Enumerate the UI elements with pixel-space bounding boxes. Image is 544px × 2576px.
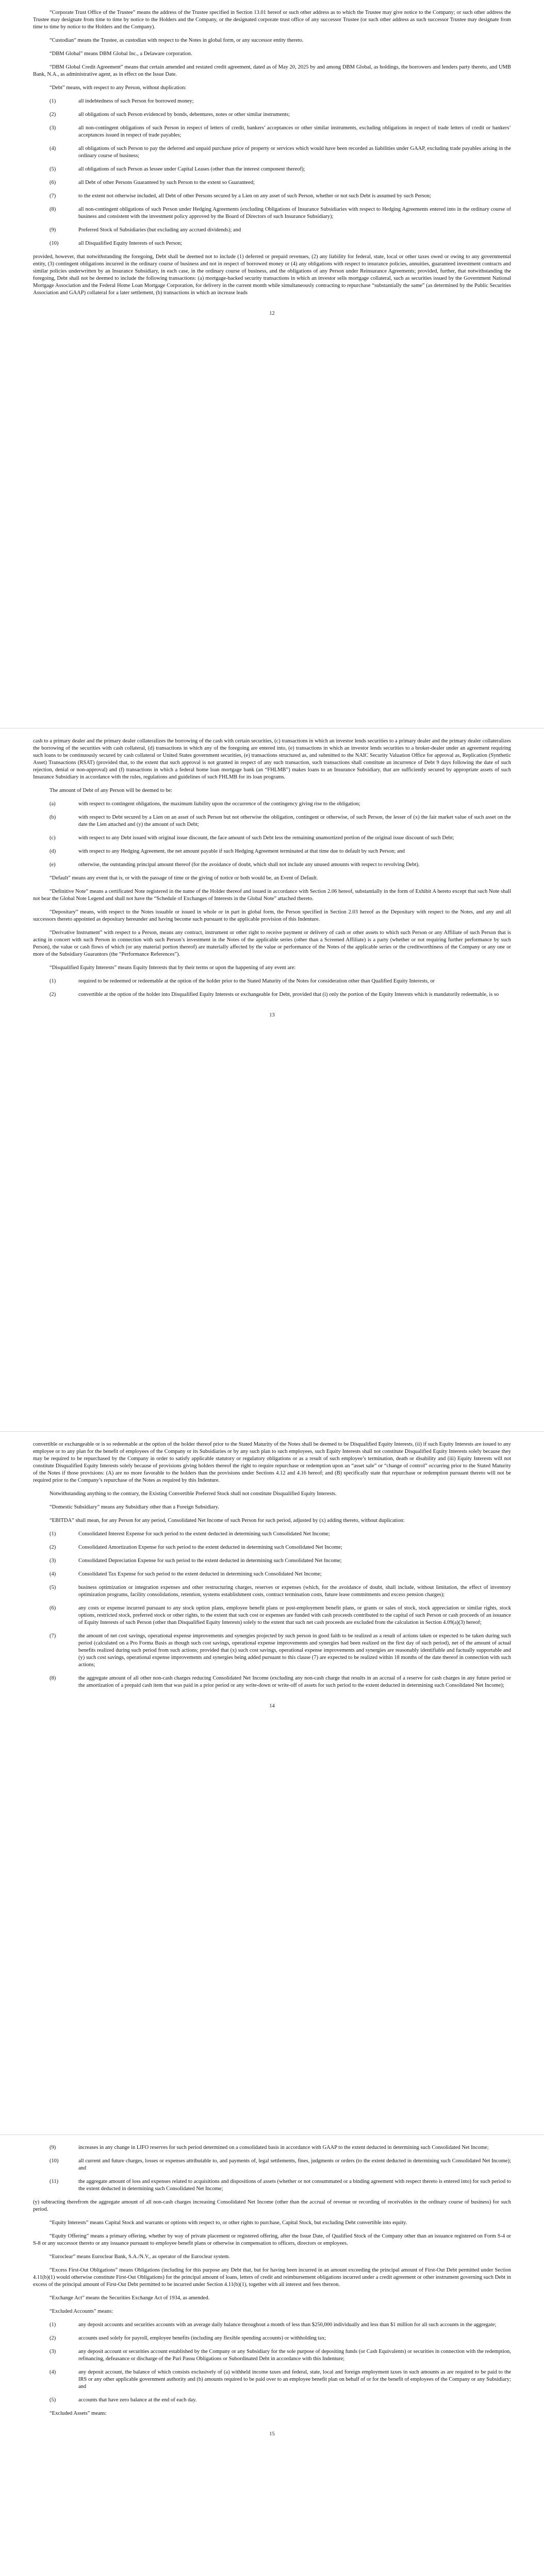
continued-paragraph: cash to a primary dealer and the primary dealer collateralizes the borrowing of the cash with certain securities, (c) transactions in which an investor lends securities to a primary dealer and the primary dealer collateralizes the borrowing of the securities with cash collateral, (d) transactions in which any of the foregoing are entered into, (e) transactions in which an investor lends securities to a broker-dealer under an agreement requiring such loans to be continuously secured by cash collateral or United States government securities, (e) transactions structured as, and submitted to the NAIC Security Valuation Office for approval as, Replication (Synthetic Asset) Transactions (RSAT) (provided that, to the extent that such approval is not granted in respect of any such transaction, such transactions shall constitute an incurrence of Debt 9 days following the date of such rejection, denial or non-approval) and (f) transactions in which a federal home loan mortgage bank (an “FHLMB”) makes loans to an Insurance Subsidiary, that are sufficiently secured by appropriate assets of such Insurance Subsidiary in accordance with the rules, regulations and guidelines of such FHLMB for its loan programs. bbox=[33, 738, 511, 780]
list-item bbox=[33, 179, 511, 187]
list-item-number: (9) bbox=[50, 227, 56, 233]
definition-paragraph: “Excluded Assets” means: bbox=[50, 2411, 107, 2416]
page-number: 12 bbox=[269, 311, 275, 316]
list-item-number: (11) bbox=[50, 2179, 59, 2184]
list-item bbox=[33, 1675, 511, 1689]
list-item-text: to the extent not otherwise included, all Debt of other Persons secured by a Lien on any asset of such Person, whether or not such Debt is assumed by such Person; bbox=[78, 193, 432, 199]
definition-paragraph: “Debt” means, with respect to any Person, without duplication: bbox=[50, 85, 187, 91]
list-item-text: with respect to any Debt issued with original issue discount, the face amount of such Debt less the remaining unamortized portion of the original issue discount of such Debt; bbox=[78, 835, 454, 841]
list-item-text: all obligations of such Person to pay the deferred and unpaid purchase price of property or services which would have been recorded as liabilities under GAAP, excluding trade payables arising in the ordinary course of business; bbox=[78, 146, 511, 159]
page-divider bbox=[0, 713, 544, 728]
definition-paragraph: “Domestic Subsidiary” means any Subsidiary other than a Foreign Subsidiary. bbox=[50, 1504, 219, 1510]
list-item-number: (7) bbox=[50, 1633, 56, 1639]
list-item-text: any costs or expense incurred pursuant to any stock option plans, employee benefit plans or post-employment benefit plans, or grants or sales of stock, stock appreciation or similar rights, stock options, restricted stock, preferred stock or other rights, to the extent that such cost or expenses are funded with cash proceeds contributed to the capital of such Person or cash proceeds of an issuance of Equity Interests of such Person (other than Disqualified Equity Interests) solely to the extent that such net cash proceeds are excluded from the calculation in Section 4.09(a)(3) hereof; bbox=[78, 1605, 511, 1625]
list-item-number: (a) bbox=[50, 801, 56, 807]
list-item bbox=[33, 2144, 511, 2151]
list-item-number: (2) bbox=[50, 2335, 56, 2341]
list-item-text: Consolidated Tax Expense for such period to the extent deducted in determining such Consolidated Net Income; bbox=[78, 1571, 322, 1577]
page-15 bbox=[0, 2110, 544, 2576]
list-item-number: (4) bbox=[50, 146, 56, 151]
list-item-text: all obligations of such Person evidenced by bonds, debentures, notes or other similar instruments; bbox=[78, 112, 290, 117]
list-item bbox=[33, 2178, 511, 2193]
list-item-number: (5) bbox=[50, 2397, 56, 2403]
list-item bbox=[33, 145, 511, 160]
list-item-number: (1) bbox=[50, 978, 56, 984]
list-item bbox=[33, 166, 511, 173]
list-item bbox=[33, 814, 511, 828]
list-item-number: (2) bbox=[50, 112, 56, 117]
list-item bbox=[33, 848, 511, 855]
list-item-number: (1) bbox=[50, 2322, 56, 2328]
list-item bbox=[33, 2335, 511, 2342]
list-item bbox=[33, 2397, 511, 2404]
list-item-number: (6) bbox=[50, 180, 56, 185]
list-item bbox=[33, 2158, 511, 2172]
list-item-text: accounts that have zero balance at the end of each day. bbox=[78, 2397, 197, 2403]
list-item-text: all current and future charges, losses or expenses attributable to, and payments of, legal settlements, fines, judgments or orders (to the extent deducted in determining such Consolidated Net Income); and bbox=[78, 2158, 511, 2171]
list-item-text: Preferred Stock of Subsidiaries (but excluding any accrued dividends); and bbox=[78, 227, 241, 233]
definition-paragraph: “Definitive Note” means a certificated Note registered in the name of the Holder thereof and issued in accordance with Section 2.06 hereof, substantially in the form of Exhibit A hereto except that such Note shall not bear the Global Note Legend and shall not have the “Schedule of Exchanges of Interests in the Global Note” attached thereto. bbox=[33, 889, 511, 902]
list-item bbox=[33, 1557, 511, 1565]
list-item bbox=[33, 978, 511, 985]
list-item-number: (10) bbox=[50, 2158, 59, 2164]
list-item-text: the amount of net cost savings, operational expense improvements and synergies projected by such person in good faith to be realized as a result of actions taken or expected to be taken during such period (calculated on a Pro Forma Basis as though such cost savings, operational expense improvements and synergies had been realized on the first day of such period), net of the amount of actual benefits realized during such period from such actions; provided that (x) such cost savings, operational expense improvements and synergies are reasonably identifiable and factually supportable and (y) such cost savings, operational expense improvements and synergies being added pursuant to this clause (7) are expected to be realized within 18 months of the date thereof in connection with such actions; bbox=[78, 1633, 511, 1668]
definition-paragraph: “EBITDA” shall mean, for any Person for any period, Consolidated Net Income of such Person for such period, adjusted by (x) adding thereto, without duplication: bbox=[50, 1518, 405, 1523]
list-item-number: (6) bbox=[50, 1605, 56, 1611]
list-item bbox=[33, 2369, 511, 2391]
list-item-text: required to be redeemed or redeemable at the option of the holder prior to the Stated Maturity of the Notes for consideration other than Qualified Equity Interests, or bbox=[78, 978, 435, 984]
list-item-number: (7) bbox=[50, 193, 56, 199]
definition-paragraph: The amount of Debt of any Person will be deemed to be: bbox=[50, 788, 173, 793]
definition-paragraph: “DBM Global” means DBM Global Inc., a Delaware corporation. bbox=[50, 51, 192, 57]
list-item-text: Consolidated Amortization Expense for such period to the extent deducted in determining such Consolidated Net Income; bbox=[78, 1545, 342, 1550]
list-item bbox=[33, 991, 511, 998]
list-item-number: (3) bbox=[50, 2349, 56, 2354]
list-item bbox=[33, 1605, 511, 1626]
list-item bbox=[33, 111, 511, 118]
definition-paragraph: “Disqualified Equity Interests” means Equity Interests that by their terms or upon the happening of any event are: bbox=[50, 965, 296, 971]
continued-paragraph: (y) subtracting therefrom the aggregate amount of all non-cash charges increasing Consolidated Net Income (other than the accrual of revenue or recording of receivables in the ordinary course of business) for such period. bbox=[33, 2199, 511, 2212]
list-item bbox=[33, 1531, 511, 1538]
page-12 bbox=[0, 0, 544, 703]
definition-paragraph: “Corporate Trust Office of the Trustee” means the address of the Trustee specified in Section 13.01 hereof or such other address as to which the Trustee may give notice to the Company; or such other address the Trustee may designate from time to time by notice to the Holders and the Company, or the designated corporate trust office of any successor Trustee (or such other address as such successor Trustee may designate from time to time by notice to the Holders and the Company). bbox=[33, 10, 511, 30]
definition-paragraph: “Custodian” means the Trustee, as custodian with respect to the Notes in global form, or any successor entity thereto. bbox=[50, 38, 304, 43]
list-item bbox=[33, 835, 511, 842]
page-number: 14 bbox=[269, 1703, 275, 1709]
list-item bbox=[33, 240, 511, 247]
definition-paragraph: “DBM Global Credit Agreement” means that certain amended and restated credit agreement, dated as of May 20, 2025 by and among DBM Global, as holdings, the borrowers and lenders party thereto, and UMB Bank, N.A., as administrative agent, as in effect on the Issue Date. bbox=[33, 64, 511, 77]
list-item bbox=[33, 1571, 511, 1578]
list-item-text: otherwise, the outstanding principal amount thereof (for the avoidance of doubt, which shall not include any unused amounts with respect to revolving Debt). bbox=[78, 862, 420, 868]
list-item-text: all indebtedness of such Person for borrowed money; bbox=[78, 98, 194, 104]
list-item-text: any deposit account, the balance of which consists exclusively of (a) withheld income taxes and federal, state, local and foreign employment taxes in such amounts as are required to be paid to the IRS or any other applicable government authority and (b) amounts required to be paid over to an employee benefit plan on behalf of or for the benefit of employees of the Company or any Subsidiary; and bbox=[78, 2369, 511, 2389]
list-item bbox=[33, 1584, 511, 1599]
list-item-number: (5) bbox=[50, 1585, 56, 1590]
page-13 bbox=[0, 703, 544, 1406]
list-item-text: with respect to contingent obligations, the maximum liability upon the occurrence of the contingency giving rise to the obligation; bbox=[78, 801, 360, 807]
page-number: 13 bbox=[269, 1012, 275, 1018]
list-item-text: Consolidated Interest Expense for such period to the extent deducted in determining such Consolidated Net Income; bbox=[78, 1531, 330, 1537]
list-item-text: all Debt of other Persons Guaranteed by such Person to the extent so Guaranteed; bbox=[78, 180, 255, 185]
list-item-number: (1) bbox=[50, 98, 56, 104]
list-item-number: (2) bbox=[50, 1545, 56, 1550]
list-item-text: accounts used solely for payroll, employee benefits (including any flexible spending accounts) or withholding tax; bbox=[78, 2335, 326, 2341]
list-item bbox=[33, 98, 511, 105]
list-item-number: (b) bbox=[50, 815, 56, 820]
list-item-number: (10) bbox=[50, 241, 59, 246]
page-14 bbox=[0, 1406, 544, 2110]
list-item bbox=[33, 2348, 511, 2363]
proviso-paragraph: provided, however, that notwithstanding the foregoing, Debt shall be deemed not to include (1) deferred or prepaid revenues, (2) any liability for federal, state, local or other taxes owed or owing to any governmental entity, (3) contingent obligations incurred in the ordinary course of business and not in respect of borrowed money or (4) any obligations with respect to insurance policies, annuities, guaranteed investment contracts and similar policies underwritten by an Insurance Subsidiary, in each case, in the ordinary course of business, and the obligations of any Person under Reinsurance Agreements; provided, further, that notwithstanding the foregoing, Debt shall not be deemed to include the following transactions: (a) mortgage-backed security transactions in which an investor sells mortgage collateral, such as securities issued by the Government National Mortgage Association and the Federal Home Loan Mortgage Corporation, for delivery in the current month while simultaneously contracting to repurchase “substantially the same” (as determined by the Public Securities Association and GAAP) collateral for a later settlement, (b) transactions in which an increase leads bbox=[33, 254, 511, 296]
list-item bbox=[33, 193, 511, 200]
definition-paragraph: “Exchange Act” means the Securities Exchange Act of 1934, as amended. bbox=[50, 2295, 210, 2301]
list-item bbox=[33, 227, 511, 234]
list-item-number: (1) bbox=[50, 1531, 56, 1537]
list-item bbox=[33, 1544, 511, 1551]
list-item-number: (3) bbox=[50, 1558, 56, 1564]
list-item-text: the aggregate amount of loss and expenses related to acquisitions and dispositions of assets (whether or not consummated or a binding agreement with respect thereto is entered into) for such period to the extent deducted in determining such Consolidated Net Income; bbox=[78, 2179, 511, 2192]
page-divider bbox=[0, 1416, 544, 1432]
list-item-number: (8) bbox=[50, 1675, 56, 1681]
list-item-number: (4) bbox=[50, 2369, 56, 2375]
list-item bbox=[33, 125, 511, 139]
list-item-text: increases in any change in LIFO reserves for such period determined on a consolidated basis in accordance with GAAP to the extent deducted in determining such Consolidated Net Income; bbox=[78, 2145, 489, 2150]
list-item-number: (3) bbox=[50, 125, 56, 131]
list-item bbox=[33, 2321, 511, 2329]
list-item-number: (8) bbox=[50, 207, 56, 212]
list-item-text: convertible at the option of the holder into Disqualified Equity Interests or exchangeable for Debt, provided that (i) only the portion of the Equity Interests which is mandatorily redeemable, is so bbox=[78, 992, 499, 997]
definition-paragraph: “Derivative Instrument” with respect to a Person, means any contract, instrument or other right to receive payment or delivery of cash or other assets to which such Person or any Affiliate of such Person that is acting in concert with such Person in connection with such Person’s investment in the Notes of the applicable series (other than a Screened Affiliate) is a party (whether or not requiring further performance by such Person), the value or cash flows of which (or any material portion thereof) are materially affected by the value or performance of the Notes of the applicable series or the creditworthiness of the Company or any one or more of the Subsidiary Guarantors (the “Performance References”). bbox=[33, 930, 511, 957]
definition-paragraph: Notwithstanding anything to the contrary, the Existing Convertible Preferred Stock shall not constitute Disqualified Equity Interests. bbox=[50, 1491, 337, 1497]
list-item-text: all obligations of such Person as lessee under Capital Leases (other than the interest component thereof); bbox=[78, 166, 305, 172]
list-item bbox=[33, 206, 511, 221]
list-item-text: all non-contingent obligations of such Person in respect of letters of credit, bankers’ acceptances or other similar instruments, excluding obligations in respect of trade letters of credit or bankers’ acceptances issued in respect of trade payables; bbox=[78, 125, 511, 138]
list-item-text: Consolidated Depreciation Expense for such period to the extent deducted in determining such Consolidated Net Income; bbox=[78, 1558, 342, 1564]
list-item-number: (c) bbox=[50, 835, 56, 841]
definition-paragraph: “Equity Offering” means a primary offering, whether by way of private placement or registered offering, after the Issue Date, of Qualified Stock of the Company other than an issuance registered on Form S-4 or S-8 or any successor thereto or any issuance pursuant to employee benefit plans or otherwise in compensation to officers, directors or employees. bbox=[33, 2233, 511, 2246]
list-item bbox=[33, 801, 511, 808]
list-item-number: (5) bbox=[50, 166, 56, 172]
definition-paragraph: “Equity Interests” means Capital Stock and warrants or options with respect to, or other rights to purchase, Capital Stock, but excluding Debt convertible into equity. bbox=[50, 2220, 407, 2226]
definition-paragraph: “Excess First-Out Obligations” means Obligations (including for this purpose any Debt that, but for having been incurred in an amount exceeding the principal amount of First-Out Debt permitted under Section 4.11(b)(1) would otherwise constitute First-Out Obligations) for the principal amount of loans, letters of credit and reimbursement obligations incurred under a credit agreement or other instrument governing such Debt in excess of the principal amount of First-Out Debt permitted to be incurred under Section 4.11(b)(1), together with all interest and fees thereon. bbox=[33, 2267, 511, 2287]
list-item-text: business optimization or integration expenses and other restructuring charges, reserves or expenses (which, for the avoidance of doubt, shall include, without limitation, the effect of inventory optimization programs, facility consolidations, retention, systems establishment costs, contract termination costs, future lease commitments and excess pension charges); bbox=[78, 1585, 511, 1598]
definition-paragraph: “Default” means any event that is, or with the passage of time or the giving of notice or both would be, an Event of Default. bbox=[50, 875, 318, 881]
list-item-text: all Disqualified Equity Interests of such Person; bbox=[78, 241, 183, 246]
list-item bbox=[33, 1633, 511, 1669]
list-item-number: (2) bbox=[50, 992, 56, 997]
list-item-text: with respect to Debt secured by a Lien on an asset of such Person but not otherwise the obligation, contingent or otherwise, of such Person, the lesser of (x) the fair market value of such asset on the date the Lien attached and (y) the amount of such Debt; bbox=[78, 815, 511, 827]
list-item-number: (9) bbox=[50, 2145, 56, 2150]
definition-paragraph: “Depositary” means, with respect to the Notes issuable or issued in whole or in part in global form, the Person specified in Section 2.03 hereof as the Depositary with respect to the Notes, and any and all successors thereto appointed as depositary hereunder and having become such pursuant to the applicable provision of this Indenture. bbox=[33, 909, 511, 922]
list-item-text: any deposit account or securities account established by the Company or any Subsidiary for the sole purpose of depositing funds (or Cash Equivalents) or securities in connection with the redemption, refinancing, defeasance or discharge of the Pari Passu Obligations or Subordinated Debt in accordance with this Indenture; bbox=[78, 2349, 511, 2362]
list-item-text: with respect to any Hedging Agreement, the net amount payable if such Hedging Agreement terminated at that time due to default by such Person; and bbox=[78, 849, 405, 854]
list-item-number: (4) bbox=[50, 1571, 56, 1577]
list-item bbox=[33, 861, 511, 869]
definition-paragraph: “Euroclear” means Euroclear Bank, S.A./N.V., as operator of the Euroclear system. bbox=[50, 2254, 230, 2260]
definition-paragraph: “Excluded Accounts” means: bbox=[50, 2309, 113, 2314]
list-item-number: (e) bbox=[50, 862, 56, 868]
list-item-text: all non-contingent obligations of such Person under Hedging Agreements (excluding Obligations of Insurance Subsidiaries with respect to Hedging Agreements entered into in the ordinary course of business and consistent with the investment policy approved by the Board of Directors of such Insurance Subsidiary); bbox=[78, 207, 511, 219]
page-number: 15 bbox=[269, 2431, 275, 2437]
list-item-text: any deposit accounts and securities accounts with an average daily balance throughout a month of less than $250,000 individually and less than $1 million for all such accounts in the aggregate; bbox=[78, 2322, 497, 2328]
list-item-number: (d) bbox=[50, 849, 56, 854]
list-item-text: the aggregate amount of all other non-cash charges reducing Consolidated Net Income (excluding any non-cash charge that results in an accrual of a reserve for cash charges in any future period or the amortization of a prepaid cash item that was paid in a prior period or any write-down or write-off of assets for such period to the extent deducted in determining such Consolidated Net Income); bbox=[78, 1675, 511, 1688]
continued-paragraph: convertible or exchangeable or is so redeemable at the option of the holder thereof prior to the Stated Maturity of the Notes shall be deemed to be Disqualified Equity Interests, (ii) if such Equity Interests are issued to any employee or to any plan for the benefit of employees of the Company or its Subsidiaries or by any such plan to such employees, such Equity Interests shall not constitute Disqualified Equity Interests solely because they may be required to be repurchased by the Company in order to satisfy applicable statutory or regulatory obligations or as a result of such employee’s termination, death or disability and (iii) Equity Interests will not constitute Disqualified Equity Interests solely because of provisions giving holders thereof the right to require repurchase or redemption upon an “asset sale” or “change of control” occurring prior to the Stated Maturity of the Notes if those provisions: (A) are no more favorable to the holders than the provisions under Sections 4.12 and 4.16 hereof; and (B) specifically state that repurchase or redemption pursuant thereto will not be required prior to the Company’s repurchase of the Notes as required by this Indenture. bbox=[33, 1442, 511, 1483]
page-divider bbox=[0, 2119, 544, 2135]
